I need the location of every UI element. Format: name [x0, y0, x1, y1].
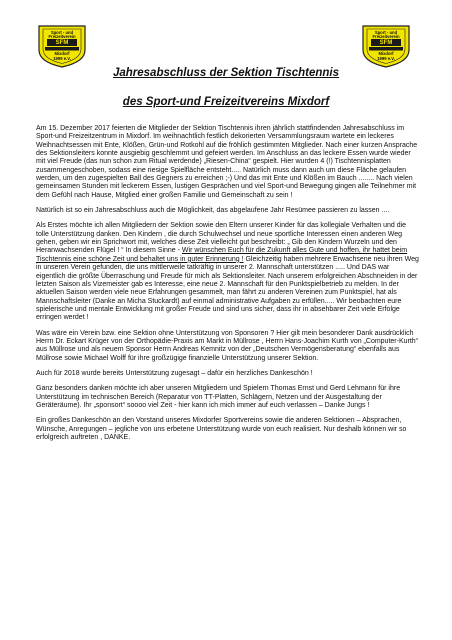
paragraph-thanks-post: Gleichzeitig haben mehrere Erwachsene neu ihren Weg in unseren Verein gefunden, die uns mittlerweile tatkräftig in unserer 2. Mannschaft unterstützen ..... Und DAS war eigentlich die größte Überraschung und Freude für mich als Sektionsleiter. Nach unserem erfolgreichen Abschneiden in der letzten Saison als Vizemeister gab es Interesse, eine neue 2. Mannschaft für den Punktspielbetrieb zu melden. In der aktuellen Saison werden viele neue Erfahrungen gesammelt, man fährt zu anderen Vereinen zum Punktspiel, hat als Mannschaftsleiter (Danke an Micha Stuckardt) auf einmal administrative Aufgaben zu erfüllen..... Wir beobachten eure spielerische und mentale Entwicklung mit großer Freude und sind uns sicher, dass ihr in absehbarer Zeit viele Erfolge erringen werdet ! [36, 255, 419, 322]
paragraph-2018: Auch für 2018 wurde bereits Unterstützung zugesagt – dafür ein herzliches Dankeschön ! [36, 369, 313, 377]
paragraph-review: Natürlich ist so ein Jahresabschluss auch die Möglichkeit, das abgelaufene Jahr Resümee passieren zu lassen .... [36, 207, 390, 215]
title-line2-text: des Sport-und Freizeitvereins Mixdorf [122, 96, 330, 108]
paragraph-sponsors: Was wäre ein Verein bzw. eine Sektion ohne Unterstützung von Sponsoren ? Hier gilt mein besonderer Dank ausdrücklich Herrn Dr. Eckart Krüger von der Orthopädie-Praxis am Markt in Müllrose , Herrn Hans-Joachim Kurth von „Computer-Kurth“ aus Müllrose und als neuem Sponsor Herrn Andreas Kemnitz von der „Deutschen Vermögensberatung“ ebenfalls aus Müllrose sowie Michael Wolff für ihre großzügige finanzielle Unterstützung unserer Sektion. [36, 329, 419, 362]
title-line1 [0, 67, 452, 79]
logo-line1: Sport - und [374, 30, 398, 35]
club-logo-right [360, 24, 412, 68]
logo-line4: 1999 e.V. [53, 55, 71, 61]
club-logo-left [36, 24, 88, 68]
title-line1-text: Jahresabschluss der Sektion Tischtennis [112, 67, 340, 79]
logo-abbr: SFM [55, 39, 69, 46]
logo-line4: 1999 e.V. [377, 55, 395, 61]
logo-line2: Freizeitverein [48, 34, 76, 39]
logo-line2: Freizeitverein [372, 34, 400, 39]
paragraph-thanks-underlined: Wir wünschen Euch für die Zukunft alles Gute und hoffen, ihr hattet beim Tischtennis eine schöne Zeit und behaltet uns in guter Erinnerung ! [36, 247, 408, 263]
paragraph-thanks-pre: Als Erstes möchte ich allen Mitgliedern der Sektion sowie den Eltern unserer Kinder für das kollegiale Verhalten und die tolle Unterstützung danken. Den Kindern , die durch Schulwechsel und neue sportliche Interessen einen anderen Weg gehen, geben wir ein Sprichwort mit, welches diese Zeit vielleicht gut beschreibt: „ Gib den Kindern Wurzeln und den Heranwachsenden Flügel ! “ In diesem Sinne - [36, 222, 407, 255]
title-line2 [0, 96, 452, 108]
logo-line1: Sport - und [50, 30, 74, 35]
paragraph-thanks-members [36, 222, 420, 322]
paragraph-technical-help: Ganz besonders danken möchte ich aber unseren Mitgliedern und Spielern Thomas Ernst und Gerd Lehmann für ihre Unterstützung im technischen Bereich (Reparatur von TT-Platten, Schlägern, Netzen und der Ausgestaltung der Geräteräume). Ihr „sponsort“ soooo viel Zeit - hier kann ich mich immer auf euch verlassen – Danke Jungs ! [36, 385, 401, 409]
paragraph-intro: Am 15. Dezember 2017 feierten die Mitglieder der Sektion Tischtennis ihren jährlich stattfindenden Jahresabschluss im Sport-und Freizeitzentrum in Mixdorf. Im weihnachtlich festlich dekorierten Versammlungsraum wartete ein leckeres Weihnachtsessen mit Ente, Klößen, Grün-und Rotkohl auf die fröhlich gestimmten Mitglieder. Nach einer kurzen Ansprache des Sektionsleiters konnte ausgiebig geschlemmt und gefeiert werden. Im Anschluss an das leckere Essen wurde wieder mit viel Freude (das nun schon zum Ritual werdende) „Riesen-China“ gespielt. Hier wurden 4 (!) Tischtennisplatten zusammengeschoben, sodass eine riesige Spielfläche entsteht..... Natürlich muss dann auch um diese Fläche gelaufen werden, um den zugespielten Ball des Gegners zu erreichen ;-) Und das mit Ente und Klößen im Bauch ........ Nach vielen gemeinsamen Stunden mit leckerem Essen, lustigen Gesprächen und viel Sport-und Bewegung gingen alle Teilnehmer mit dem Gefühl nach Hause, Mitglied einer großen Familie und Gemeinschaft zu sein ! [36, 125, 418, 199]
article-body [36, 125, 420, 449]
logo-abbr: SFM [379, 39, 393, 46]
logo-line3: Mixdorf [378, 51, 394, 56]
paragraph-board-thanks: Ein großes Dankeschön an den Vorstand unseres Mixdorfer Sportvereins sowie die anderen Sektionen – Absprachen, Wünsche, Anregungen – jegliche von uns erbetene Unterstützung wurde von euch realisiert. Nur deshalb können wir so erfolgreich auftreten , DANKE. [36, 417, 407, 441]
logo-line3: Mixdorf [54, 51, 70, 56]
